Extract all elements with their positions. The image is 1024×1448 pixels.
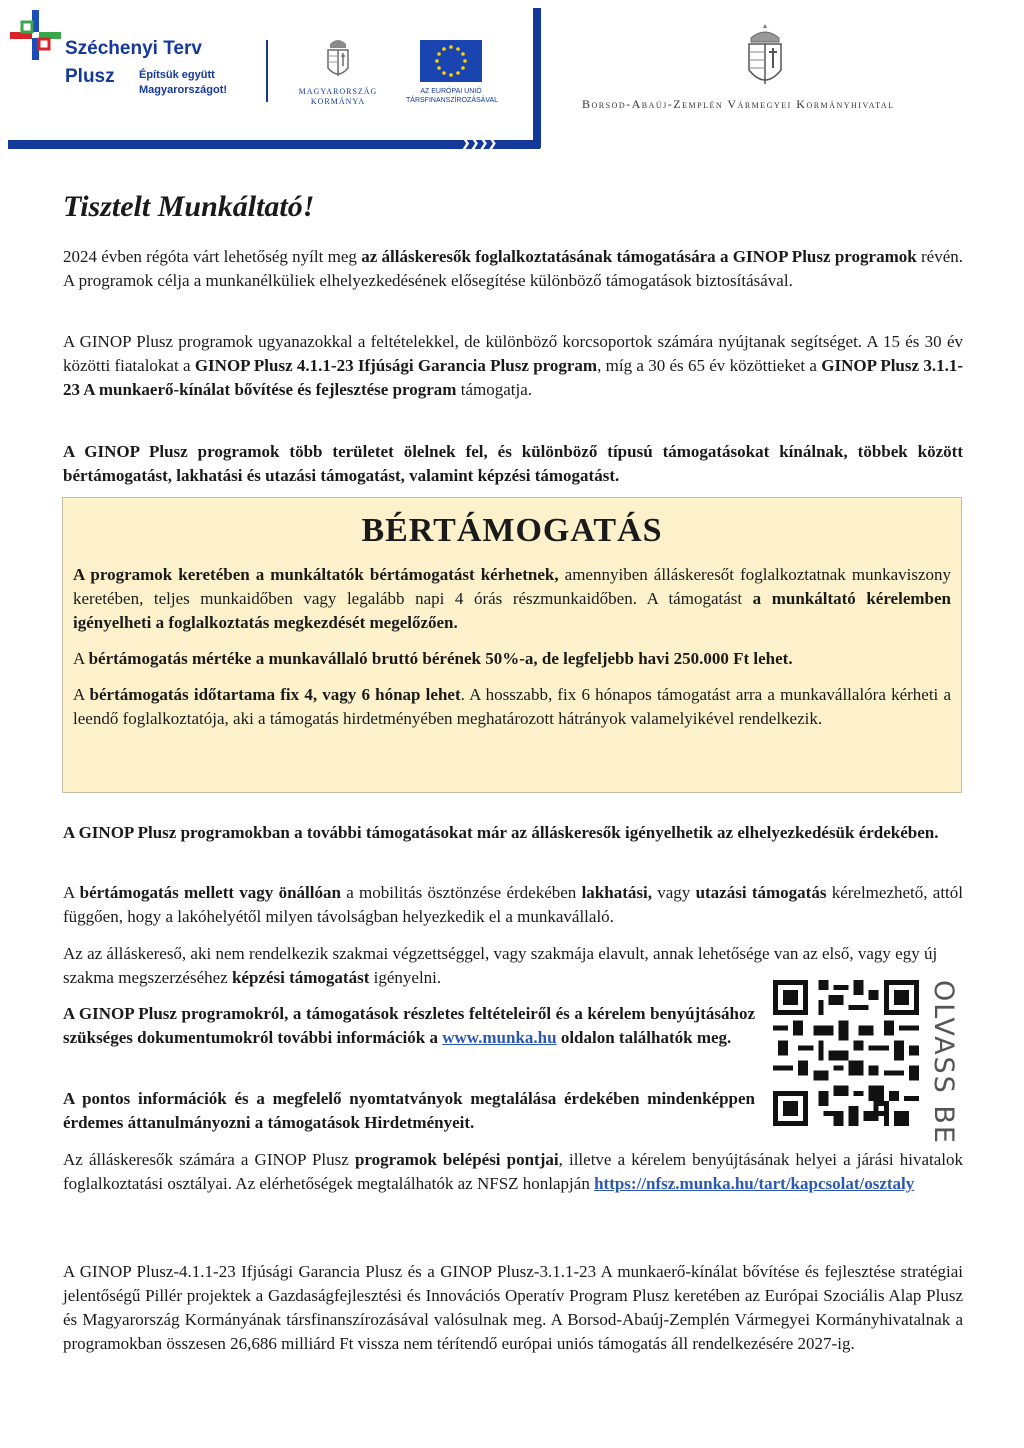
county-office-name: Borsod-Abaúj-Zemplén Vármegyei Kormányhivatal — [582, 97, 895, 111]
wage-p1-bold: A programok keretében a munkáltatók bértámogatást kérhetnek, — [73, 565, 559, 584]
intro-p3-text: A GINOP Plusz programok több területet ölelnek fel, és különböző típusú támogatásokat kínálnak, többek között bértámogatást, lakhatási és utazási támogatást, valamint képzési támogatást. — [63, 442, 963, 485]
program-logo-title: Széchenyi Terv — [65, 38, 202, 59]
further-p6-a: Az álláskeresők számára a GINOP Plusz — [63, 1150, 355, 1169]
further-p2-g: kérelmezhető, attól függően, hogy a lakóhelyétől milyen távolságban helyezkedik el a munkavállaló. — [63, 883, 963, 926]
further-paragraph-5 — [63, 1087, 755, 1135]
further-p4-a: A GINOP Plusz programokról, a támogatások részletes feltételeiről és a kérelem benyújtásához szükséges dokumentumokról további információk a — [63, 1004, 755, 1047]
government-text-2: KORMÁNYA — [310, 97, 366, 106]
wage-p1-text: amennyiben álláskeresőt foglalkoztatnak munkaviszony keretében, teljes munkaidőben vagy legalább napi 4 órás részmunkaidőben. A támogatást — [73, 565, 951, 608]
eu-text-1: AZ EURÓPAI UNIÓ — [420, 88, 482, 95]
program-logo-plus: Plusz — [65, 66, 115, 87]
wage-subsidy-title: BÉRTÁMOGATÁS — [361, 512, 663, 549]
intro-p2-text-c: , míg a 30 és 65 év közöttieket a — [597, 356, 822, 375]
further-p6-c: , illetve a kérelem benyújtásának helyei a járási hivatalok foglalkoztatási osztályai. Az elérhetőségek megtalálhatók az NFSZ honlapján — [63, 1150, 963, 1193]
further-p1-text: A GINOP Plusz programokban a további támogatásokat már az álláskeresők igényelhetik az elhelyezkedésük érdekében. — [63, 823, 939, 842]
banner-right-bar — [533, 8, 541, 148]
eu-logo — [406, 40, 499, 105]
intro-p1-text-a: 2024 évben régóta várt lehetőség nyílt meg — [63, 247, 362, 266]
logo-divider — [266, 40, 268, 102]
funding-footer — [63, 1260, 963, 1356]
intro-p2-youth-program: GINOP Plusz 4.1.1-23 Ifjúsági Garancia Plusz program — [194, 356, 598, 375]
government-text-1: MAGYARORSZÁG — [298, 87, 378, 96]
further-p2-bold-1: bértámogatás mellett vagy önállóan — [79, 883, 341, 902]
eu-text-2: TÁRSFINANSZÍROZÁSÁVAL — [406, 97, 499, 104]
intro-p2-labour-program: GINOP Plusz 3.1.1-23 A munkaerő-kínálat bővítése és fejlesztése program — [63, 356, 964, 399]
intro-p1-text-c: révén. A programok célja a munkanélküliek elhelyezkedésének elősegítése különböző támogatások biztosításával. — [63, 247, 963, 290]
intro-p1-text-bold: az álláskeresők foglalkoztatásának támogatására a GINOP Plusz programok — [361, 247, 917, 266]
page-header — [0, 0, 1024, 160]
intro-paragraph-1 — [63, 245, 963, 293]
wage-p2-bold: bértámogatás mértéke a munkavállaló bruttó bérének 50%-a, de legfeljebb havi 250.000 Ft lehet. — [88, 649, 793, 668]
intro-p2-text-e: támogatja. — [456, 380, 532, 399]
further-p2-housing: lakhatási, — [581, 883, 652, 902]
nfsz-contact-link[interactable]: https://nfsz.munka.hu/tart/kapcsolat/osztaly — [594, 1174, 915, 1193]
wage-p3-text-a: A — [73, 685, 90, 704]
further-p4-c: oldalon találhatók meg. — [556, 1028, 732, 1047]
intro-p2-text-a: A GINOP Plusz programok ugyanazokkal a feltételekkel, de különböző korcsoportok számára nyújtanak segítséget. A 15 és 30 év közötti fiatalokat a — [63, 332, 963, 375]
further-p2-travel: utazási támogatás — [695, 883, 827, 902]
slogan-line-1: Építsük együtt — [139, 69, 215, 81]
hungarian-coat-of-arms-icon — [325, 36, 351, 82]
further-p2-c: a mobilitás ösztönzése érdekében — [340, 883, 582, 902]
further-p3-a: Az az álláskereső, aki nem rendelkezik szakmai végzettséggel, vagy szakmája elavult, annak lehetősége van az első, vagy egy új szakma megszerzéséhez — [63, 944, 938, 987]
further-paragraph-2 — [63, 881, 963, 929]
slogan-line-2: Magyarországot! — [139, 84, 228, 96]
further-p3-c: igényelni. — [369, 968, 442, 987]
qr-scan-label — [925, 980, 961, 1145]
further-p2-e: vagy — [651, 883, 696, 902]
government-logo — [298, 36, 378, 107]
szechenyi-cross-icon — [8, 8, 64, 68]
qr-label-text: OLVASS BE — [928, 980, 959, 1145]
wage-subsidy-box — [62, 497, 962, 793]
county-office-crest-icon — [745, 22, 785, 92]
chevrons-icon: ❯❯❯❯ — [460, 136, 496, 151]
intro-paragraph-2 — [63, 330, 963, 402]
further-p6-entry-points: programok belépési pontjai — [354, 1150, 559, 1169]
further-p5-text: A pontos információk és a megfelelő nyomtatványok megtalálása érdekében mindenképpen érdemes áttanulmányozni a támogatások Hirdetményeit. — [63, 1089, 755, 1132]
program-slogan — [139, 68, 227, 98]
further-paragraph-1 — [63, 821, 963, 845]
wage-p3-text-c: . A hosszabb, fix 6 hónapos támogatást arra a munkavállalóra kérheti a leendő foglalkoztatója, aki a támogatás hirdetményében meghatározott hátrányok valamelyikével rendelkezik. — [73, 685, 951, 728]
further-paragraph-4 — [63, 1002, 755, 1050]
further-paragraph-6 — [63, 1148, 963, 1196]
funding-footer-text: A GINOP Plusz-4.1.1-23 Ifjúsági Garancia Plusz és a GINOP Plusz-3.1.1-23 A munkaerő-kínálat bővítése és fejlesztése stratégiai jelentőségű Pillér projektek a Gazdaságfejlesztési és Innovációs Operatív Program Plusz keretében az Európai Szociális Alap Plusz és Magyarország Kormányának társfinanszírozásával valósulnak meg. A Borsod-Abaúj-Zemplén Vármegyei Kormányhivatalnak a programokban összesen 26,686 milliárd Ft vissza nem térítendő európai uniós támogatás áll rendelkezésére 2027-ig. — [63, 1262, 963, 1353]
wage-subsidy-body — [73, 563, 951, 731]
greeting-heading: Tisztelt Munkáltató! — [63, 190, 315, 223]
wage-p3-bold: bértámogatás időtartama fix 4, vagy 6 hónap lehet — [89, 685, 461, 704]
partner-logo-banner — [8, 8, 540, 151]
intro-paragraph-3 — [63, 440, 963, 488]
munka-hu-link[interactable]: www.munka.hu — [442, 1028, 557, 1047]
qr-code[interactable] — [773, 980, 919, 1126]
wage-p2-text: A — [73, 649, 89, 668]
eu-flag-icon — [420, 40, 482, 82]
wage-p1-bold-end: a munkáltató kérelemben igényelheti a foglalkoztatás megkezdését megelőzően. — [73, 589, 951, 632]
further-p3-training: képzési támogatást — [231, 968, 370, 987]
further-p2-a: A — [63, 883, 80, 902]
